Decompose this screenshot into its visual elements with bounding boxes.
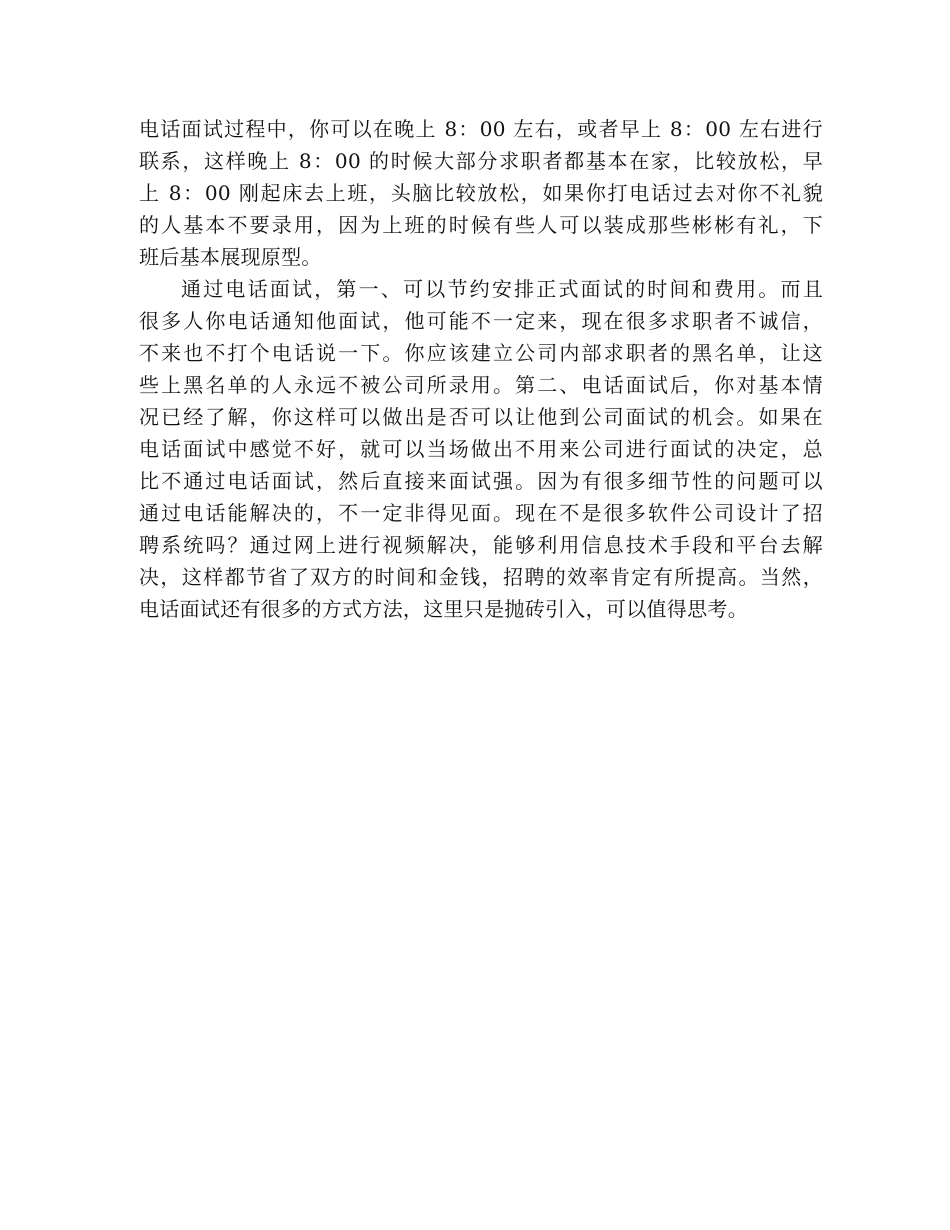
document-body bbox=[139, 113, 823, 625]
text-line: 联系，这样晚上 8：00 的时候大部分求职者都基本在家，比较放松，早 bbox=[139, 149, 823, 173]
text-line: 些上黑名单的人永远不被公司所录用。第二、电话面试后，你对基本情 bbox=[139, 373, 823, 397]
text-line: 上 8：00 刚起床去上班，头脑比较放松，如果你打电话过去对你不礼貌 bbox=[139, 181, 823, 205]
text-line: 电话面试还有很多的方式方法，这里只是抛砖引入，可以值得思考。 bbox=[139, 597, 748, 621]
text-line: 比不通过电话面试，然后直接来面试强。因为有很多细节性的问题可以 bbox=[139, 469, 823, 493]
text-line: 决，这样都节省了双方的时间和金钱，招聘的效率肯定有所提高。当然， bbox=[139, 565, 823, 589]
text-line: 聘系统吗？通过网上进行视频解决，能够利用信息技术手段和平台去解 bbox=[139, 533, 823, 557]
paragraph-2 bbox=[139, 273, 823, 625]
text-line: 的人基本不要录用，因为上班的时候有些人可以装成那些彬彬有礼，下 bbox=[139, 213, 823, 237]
paragraph-1 bbox=[139, 113, 823, 273]
text-line: 通过电话能解决的，不一定非得见面。现在不是很多软件公司设计了招 bbox=[139, 501, 823, 525]
text-line: 电话面试中感觉不好，就可以当场做出不用来公司进行面试的决定，总 bbox=[139, 437, 823, 461]
text-line: 通过电话面试，第一、可以节约安排正式面试的时间和费用。而且 bbox=[181, 277, 823, 301]
text-line: 很多人你电话通知他面试，他可能不一定来，现在很多求职者不诚信， bbox=[139, 309, 823, 333]
text-line: 况已经了解，你这样可以做出是否可以让他到公司面试的机会。如果在 bbox=[139, 405, 823, 429]
text-line: 电话面试过程中，你可以在晚上 8：00 左右，或者早上 8：00 左右进行 bbox=[139, 117, 823, 141]
text-line: 不来也不打个电话说一下。你应该建立公司内部求职者的黑名单，让这 bbox=[139, 341, 823, 365]
text-line: 班后基本展现原型。 bbox=[139, 245, 322, 269]
